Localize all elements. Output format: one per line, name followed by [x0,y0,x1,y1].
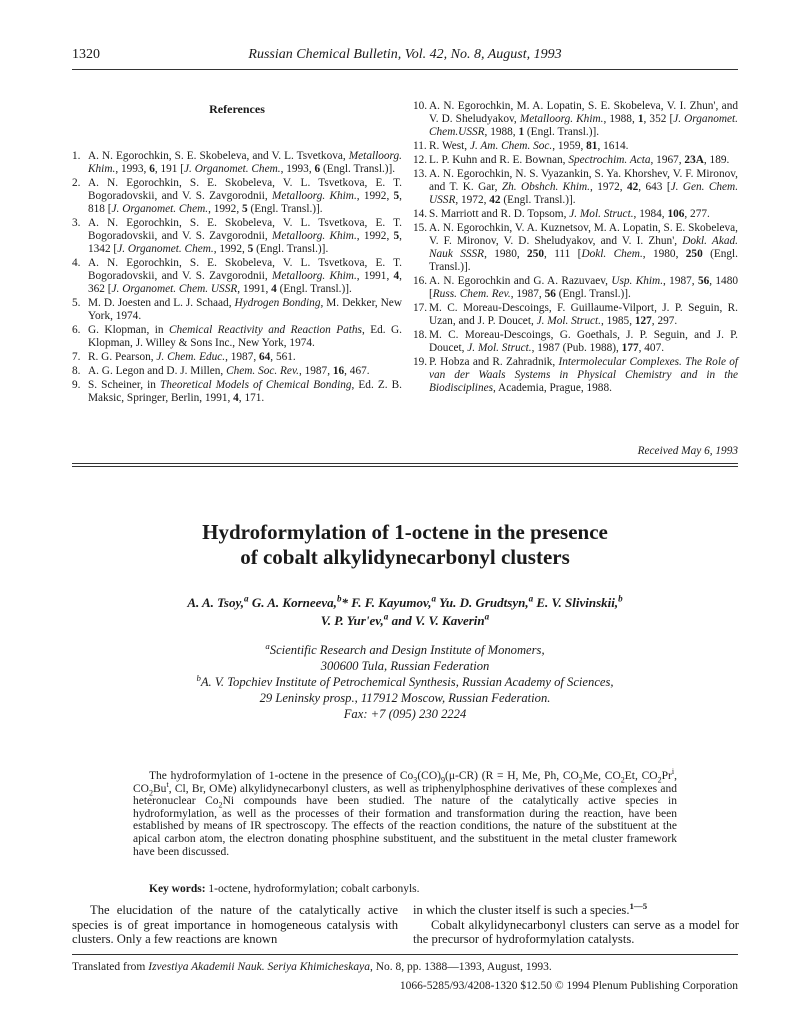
reference-text: A. N. Egorochkin, M. A. Lopatin, S. E. Skobeleva, V. I. Zhun', and V. D. Sheludyakov, Metalloorg. Khim., 1988, 1, 352 [J. Organomet. Chem.USSR, 1988, 1 (Engl. Transl.)]. [429,100,739,138]
affiliation-line: 300600 Tula, Russian Federation [320,659,490,673]
reference-text: M. C. Moreau-Descoings, G. Goethals, J. P. Seguin, and J. P. Doucet, J. Mol. Struct., 1987 (Pub. 1988), 177, 407. [429,329,738,354]
body-paragraph: Cobalt alkylidynecarbonyl clusters can serve as a model for the precursor of hydroformylation catalysts. [413,917,739,946]
reference-entry [72,217,402,256]
article-title [72,520,738,570]
affiliation-line: 29 Leninsky prosp., 117912 Moscow, Russian Federation. [259,691,551,705]
reference-text: A. N. Egorochkin, V. A. Kuznetsov, M. A. Lopatin, S. E. Skobeleva, V. F. Mironov, V. D. Sheludyakov, and V. I. Zhun', Dokl. Akad. Nauk SSSR, 1980, 250, 111 [Dokl. Chem., 1980, 250 (Engl. Transl.)]. [429,222,739,273]
reference-entry [413,168,738,207]
reference-entry [72,351,402,364]
reference-number: 15. [413,222,428,234]
reference-number: 8. [72,365,81,377]
author-line: A. A. Tsoy,$^a$ G. A. Korneeva,$^b$* F. F. Kayumov,$^a$ Yu. D. Grudtsyn,$^a$ E. V. Slivinskii,$^b$ [187,593,623,610]
section-rule [72,466,738,467]
translation-note: Translated from Izvestiya Akademii Nauk. Seriya Khimicheskaya, No. 8, pp. 1388—1393, August, 1993. [72,961,552,973]
reference-text: G. Klopman, in Chemical Reactivity and Reaction Paths, Ed. G. Klopman, J. Willey & Sons Inc., New York, 1974. [88,324,402,349]
reference-text: R. G. Pearson, J. Chem. Educ., 1987, 64, 561. [88,351,296,363]
reference-entry [413,275,738,301]
reference-text: A. N. Egorochkin, S. E. Skobeleva, V. L. Tsvetkova, E. T. Bogoradovskii, and V. S. Zavgorodnii, Metalloorg. Khim., 1991, 4, 362 [J. Organomet. Chem. USSR, 1991, 4 (Engl. Transl.)]. [88,257,402,295]
reference-number: 14. [413,208,428,220]
reference-entry [413,154,738,167]
received-date: Received May 6, 1993 [637,445,738,457]
reference-text: A. G. Legon and D. J. Millen, Chem. Soc. Rev., 1987, 16, 467. [88,365,370,377]
reference-text: M. D. Joesten and L. J. Schaad, Hydrogen Bonding, M. Dekker, New York, 1974. [88,297,402,322]
body-right-column [413,900,739,947]
reference-number: 1. [72,150,81,162]
reference-number: 11. [413,140,427,152]
reference-entry [413,100,738,139]
keywords [149,883,679,895]
reference-number: 12. [413,154,428,166]
reference-number: 17. [413,302,428,314]
reference-text: S. Marriott and R. D. Topsom, J. Mol. Struct., 1984, 106, 277. [429,208,710,220]
affiliations [72,642,738,722]
reference-entry [413,208,738,221]
reference-text: P. Hobza and R. Zahradnik, Intermolecular Complexes. The Role of van der Waals Systems in Physical Chemistry and in the Biodisciplines, Academia, Prague, 1988. [429,356,738,394]
reference-text: S. Scheiner, in Theoretical Models of Chemical Bonding, Ed. Z. B. Maksic, Springer, Berlin, 1991, 4, 171. [88,379,402,404]
article-title-line: of cobalt alkylidynecarbonyl clusters [240,545,570,569]
references-left-column [72,150,402,406]
reference-number: 2. [72,177,81,189]
reference-entry [413,222,738,274]
reference-text: A. N. Egorochkin, N. S. Vyazankin, S. Ya. Khorshev, V. F. Mironov, and T. K. Gar, Zh. Obshch. Khim., 1972, 42, 643 [J. Gen. Chem. USSR, 1972, 42 (Engl. Transl.)]. [429,168,739,206]
keywords-text: 1-octene, hydroformylation; cobalt carbonyls. [208,883,420,895]
references-heading: References [209,102,265,116]
reference-text: A. N. Egorochkin, S. E. Skobeleva, V. L. Tsvetkova, E. T. Bogoradovskii, and V. S. Zavgorodnii, Metalloorg. Khim., 1992, 5, 818 [J. Organomet. Chem., 1992, 5 (Engl. Transl.)]. [88,177,402,215]
affiliation-line: $^a$Scientific Research and Design Institute of Monomers, [265,640,545,657]
reference-entry [72,257,402,296]
reference-text: A. N. Egorochkin and G. A. Razuvaev, Usp. Khim., 1987, 56, 1480 [Russ. Chem. Rev., 1987, 56 (Engl. Transl.)]. [429,275,738,300]
reference-entry [413,329,738,355]
section-rule [72,463,738,464]
reference-number: 9. [72,379,81,391]
body-left-column [72,903,398,947]
author-line: V. P. Yur'ev,$^a$ and V. V. Kaverin$^a$ [320,611,490,628]
reference-text: M. C. Moreau-Descoings, F. Guillaume-Vilport, J. P. Seguin, R. Uzan, and J. P. Doucet, J. Mol. Struct., 1985, 127, 297. [429,302,738,327]
reference-entry [72,365,402,378]
page-number: 1320 [72,47,100,62]
reference-text: A. N. Egorochkin, S. E. Skobeleva, V. L. Tsvetkova, E. T. Bogoradovskii, and V. S. Zavgorodnii, Metalloorg. Khim., 1992, 5, 1342 [J. Organomet. Chem., 1992, 5 (Engl. Transl.)]. [88,217,402,255]
reference-entry [413,140,738,153]
article-title-line: Hydroformylation of 1-octene in the presence [202,520,608,544]
copyright-line: 1066-5285/93/4208-1320 $12.50 © 1994 Plenum Publishing Corporation [399,980,738,992]
reference-number: 4. [72,257,81,269]
reference-text: R. West, J. Am. Chem. Soc., 1959, 81, 1614. [429,140,629,152]
keywords-label: Key words: [149,883,206,895]
author-list [72,594,738,630]
affiliation-line: Fax: +7 (095) 230 2224 [343,707,467,721]
reference-number: 13. [413,168,428,180]
header-rule [72,69,738,70]
footer-rule [72,954,738,955]
reference-text: A. N. Egorochkin, S. E. Skobeleva, and V. L. Tsvetkova, Metalloorg. Khim., 1993, 6, 191 [J. Organomet. Chem., 1993, 6 (Engl. Transl.)]. [88,150,402,175]
body-paragraph: The elucidation of the nature of the catalytically active species is of great importance in homogeneous catalysis with clusters. Only a few reactions are known [72,903,398,946]
reference-text: L. P. Kuhn and R. E. Bownan, Spectrochim. Acta, 1967, 23A, 189. [429,154,730,166]
reference-number: 7. [72,351,81,363]
reference-entry [72,177,402,216]
body-paragraph: in which the cluster itself is such a species.$^{1—5}$ [413,900,648,917]
reference-entry [72,379,402,405]
reference-number: 6. [72,324,81,336]
journal-title: Russian Chemical Bulletin, Vol. 42, No. 8, August, 1993 [248,47,562,62]
references-right-column [413,100,738,396]
reference-number: 16. [413,275,428,287]
abstract: The hydroformylation of 1-octene in the presence of $Co_3(CO)_9(\mu-CR) (R = H$, Me, Ph, $CO_2Me$, $CO_2Et$, $CO_2Pr^i$, $CO_2Bu^t$, Cl, Br, OMe) alkylidynecarbonyl clusters, as well as triphenylphosphine derivatives of these complexes and heteronuclear $Co_2Ni$ compounds have been studied. The nature of the catalytically active species in hydroformylation, as well as the processes of their formation and transformation during the reaction, have been established by means of IR spectroscopy. The effects of the reaction conditions, the nature of the substituent at the apical carbon atom, the electron donating phosphine substituent, and the substituent in the metal cluster framework have been discussed. [133,767,677,858]
reference-number: 3. [72,217,81,229]
reference-entry [413,356,738,395]
running-header [72,47,738,67]
reference-entry [72,324,402,350]
reference-entry [413,302,738,328]
reference-entry [72,150,402,176]
reference-number: 18. [413,329,428,341]
reference-number: 10. [413,100,428,112]
affiliation-line: $^b$A. V. Topchiev Institute of Petrochemical Synthesis, Russian Academy of Sciences, [196,672,614,689]
reference-number: 19. [413,356,428,368]
reference-entry [72,297,402,323]
reference-number: 5. [72,297,81,309]
